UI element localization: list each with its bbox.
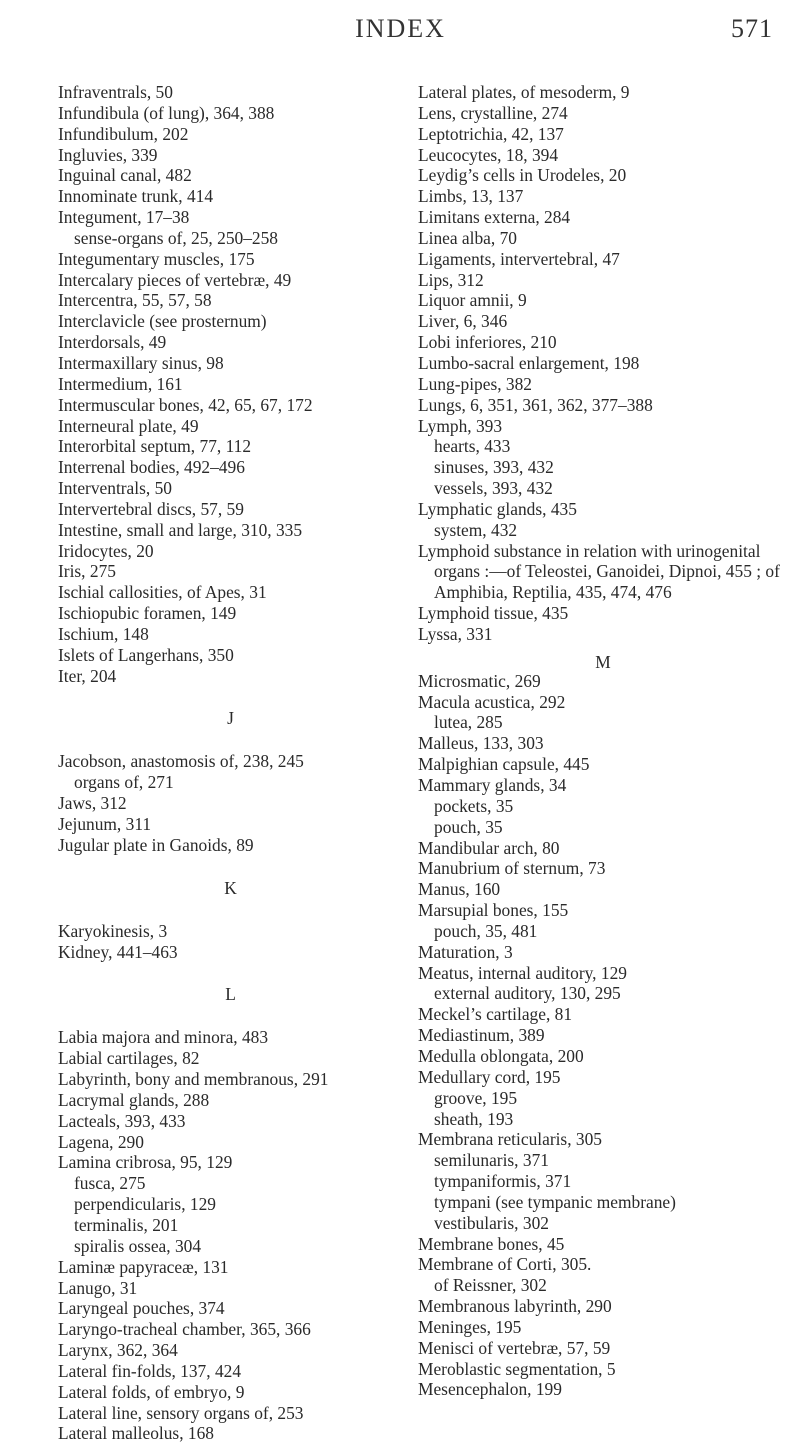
index-entry: Lymphatic glands, 435 bbox=[418, 498, 577, 519]
index-entry: Lateral line, sensory organs of, 253 bbox=[58, 1402, 304, 1423]
index-entry: Intermaxillary sinus, 98 bbox=[58, 352, 224, 373]
index-entry: Mandibular arch, 80 bbox=[418, 837, 560, 858]
index-subentry: system, 432 bbox=[434, 519, 518, 540]
index-subentry: lutea, 285 bbox=[434, 712, 503, 733]
index-entry: Intermedium, 161 bbox=[58, 373, 183, 394]
index-entry: Infraventrals, 50 bbox=[58, 82, 173, 102]
index-entry: Ischiopubic foramen, 149 bbox=[58, 603, 237, 624]
index-subentry: vessels, 393, 432 bbox=[434, 478, 553, 499]
index-entry: Interorbital septum, 77, 112 bbox=[58, 436, 252, 457]
index-entry: Ingluvies, 339 bbox=[58, 144, 158, 165]
index-entry: Membrane bones, 45 bbox=[418, 1233, 565, 1254]
index-entry: Membranous labyrinth, 290 bbox=[418, 1296, 612, 1317]
index-subentry: hearts, 433 bbox=[434, 436, 511, 457]
index-subentry: fusca, 275 bbox=[74, 1173, 146, 1194]
index-entry: Interneural plate, 49 bbox=[58, 415, 199, 436]
index-entry: Laryngeal pouches, 374 bbox=[58, 1298, 225, 1319]
page-title: INDEX bbox=[355, 14, 446, 43]
index-entry: Leydig’s cells in Urodeles, 20 bbox=[418, 165, 627, 186]
index-entry: Liquor amnii, 9 bbox=[418, 290, 527, 311]
index-entry: Lacteals, 393, 433 bbox=[58, 1110, 186, 1131]
page-header bbox=[0, 6, 801, 46]
index-entry: Macula acustica, 292 bbox=[418, 691, 566, 712]
section-letter: J bbox=[227, 708, 234, 729]
section-letter: M bbox=[595, 651, 611, 672]
index-subentry: of Reissner, 302 bbox=[434, 1275, 547, 1296]
section-letter: K bbox=[224, 877, 237, 898]
index-subentry: semilunaris, 371 bbox=[434, 1150, 549, 1171]
index-entry: Karyokinesis, 3 bbox=[58, 920, 168, 941]
index-entry: Lacrymal glands, 288 bbox=[58, 1089, 210, 1110]
page-number: 571 bbox=[731, 14, 773, 43]
section-letter: L bbox=[225, 984, 236, 1005]
index-entry: Medullary cord, 195 bbox=[418, 1066, 561, 1087]
index-entry: Integumentary muscles, 175 bbox=[58, 248, 255, 269]
index-entry: Mammary glands, 34 bbox=[418, 775, 567, 795]
index-entry: Larynx, 362, 364 bbox=[58, 1340, 178, 1361]
index-entry: Lungs, 6, 351, 361, 362, 377–388 bbox=[418, 394, 653, 415]
index-entry: Microsmatic, 269 bbox=[418, 670, 541, 691]
index-entry: Infundibulum, 202 bbox=[58, 123, 189, 144]
index-subentry: tympaniformis, 371 bbox=[434, 1171, 572, 1192]
index-entry: Lens, crystalline, 274 bbox=[418, 102, 568, 123]
index-subentry: tympani (see tympanic membrane) bbox=[434, 1191, 676, 1212]
index-entry: Lagena, 290 bbox=[58, 1131, 144, 1152]
index-entry: Labial cartilages, 82 bbox=[58, 1048, 200, 1069]
index-entry: Medulla oblongata, 200 bbox=[418, 1045, 584, 1066]
index-subentry: organs of, 271 bbox=[74, 772, 174, 793]
index-entry: Ischial callosities, of Apes, 31 bbox=[58, 582, 267, 603]
index-entry: Interventrals, 50 bbox=[58, 478, 172, 499]
index-entry: Iris, 275 bbox=[58, 561, 116, 582]
index-entry: Jaws, 312 bbox=[58, 793, 127, 814]
index-subentry: spiralis ossea, 304 bbox=[74, 1235, 202, 1256]
index-entry: Lyssa, 331 bbox=[418, 623, 493, 644]
index-entry: Labyrinth, bony and membranous, 291 bbox=[58, 1069, 329, 1090]
index-entry: Jejunum, 311 bbox=[58, 814, 152, 834]
index-entry: Meninges, 195 bbox=[418, 1316, 522, 1337]
index-entry: Kidney, 441–463 bbox=[58, 941, 178, 962]
index-entry: Malpighian capsule, 445 bbox=[418, 754, 590, 775]
index-subentry: terminalis, 201 bbox=[74, 1214, 179, 1235]
index-entry: Lips, 312 bbox=[418, 269, 484, 290]
index-entry: Meroblastic segmentation, 5 bbox=[418, 1358, 616, 1379]
index-entry: Lumbo-sacral enlargement, 198 bbox=[418, 352, 640, 373]
index-entry: Interrenal bodies, 492–496 bbox=[58, 457, 245, 478]
index-entry: Lung-pipes, 382 bbox=[418, 373, 532, 394]
index-subentry: pouch, 35, 481 bbox=[434, 920, 538, 941]
index-subentry: perpendicularis, 129 bbox=[74, 1194, 216, 1215]
index-entry: Intestine, small and large, 310, 335 bbox=[58, 519, 303, 540]
index-entry: Mesencephalon, 199 bbox=[418, 1379, 562, 1400]
index-entry: Inguinal canal, 482 bbox=[58, 165, 192, 186]
index-entry: Intermuscular bones, 42, 65, 67, 172 bbox=[58, 394, 313, 415]
index-entry: Maturation, 3 bbox=[418, 941, 513, 962]
index-subentry: external auditory, 130, 295 bbox=[434, 983, 621, 1004]
index-subentry: pouch, 35 bbox=[434, 816, 503, 837]
index-subentry: vestibularis, 302 bbox=[434, 1212, 549, 1233]
index-entry: Leptotrichia, 42, 137 bbox=[418, 123, 564, 144]
index-entry: Lymph, 393 bbox=[418, 415, 503, 436]
index-entry: Interdorsals, 49 bbox=[58, 332, 167, 353]
index-entry: Iridocytes, 20 bbox=[58, 540, 154, 561]
index-entry: Membrane of Corti, 305. bbox=[418, 1254, 592, 1275]
index-entry: Linea alba, 70 bbox=[418, 227, 517, 248]
index-entry: Innominate trunk, 414 bbox=[58, 186, 214, 207]
index-entry: Jugular plate in Ganoids, 89 bbox=[58, 834, 254, 855]
index-entry: Ligaments, intervertebral, 47 bbox=[418, 248, 620, 269]
index-entry: Lymphoid tissue, 435 bbox=[418, 603, 569, 624]
index-entry: Ischium, 148 bbox=[58, 623, 149, 644]
index-entry: Manus, 160 bbox=[418, 879, 501, 900]
index-entry: Marsupial bones, 155 bbox=[418, 900, 569, 921]
index-subentry: pockets, 35 bbox=[434, 795, 514, 816]
index-entry: Liver, 6, 346 bbox=[418, 311, 508, 332]
index-subentry: sheath, 193 bbox=[434, 1108, 514, 1129]
index-entry: Intercentra, 55, 57, 58 bbox=[58, 290, 212, 311]
index-entry: Lamina cribrosa, 95, 129 bbox=[58, 1152, 233, 1173]
index-entry: Limbs, 13, 137 bbox=[418, 186, 524, 207]
index-entry: Iter, 204 bbox=[58, 665, 117, 686]
index-entry: Membrana reticularis, 305 bbox=[418, 1129, 602, 1150]
index-column-left bbox=[58, 82, 403, 1444]
index-entry: Leucocytes, 18, 394 bbox=[418, 144, 559, 165]
index-entry: Lateral folds, of embryo, 9 bbox=[58, 1381, 245, 1402]
index-entry: Integument, 17–38 bbox=[58, 207, 190, 228]
index-entry: Lobi inferiores, 210 bbox=[418, 332, 557, 353]
index-entry: Labia majora and minora, 483 bbox=[58, 1027, 269, 1048]
index-entry: Lymphoid substance in relation with urinogenital organs :—of Teleostei, Ganoidei, Dipnoi, 455 ; of Amphibia, Reptilia, 435, 474, 476 bbox=[418, 540, 780, 603]
index-entry: Mediastinum, 389 bbox=[418, 1025, 545, 1046]
index-entry: Lateral plates, of mesoderm, 9 bbox=[418, 82, 630, 102]
index-entry: Laminæ papyraceæ, 131 bbox=[58, 1256, 229, 1277]
index-subentry: groove, 195 bbox=[434, 1087, 518, 1108]
index-entry: Meckel’s cartilage, 81 bbox=[418, 1004, 573, 1025]
index-entry: Islets of Langerhans, 350 bbox=[58, 644, 234, 665]
index-entry: Lateral fin-folds, 137, 424 bbox=[58, 1360, 242, 1381]
index-entry: Manubrium of sternum, 73 bbox=[418, 858, 606, 879]
index-subentry: sense-organs of, 25, 250–258 bbox=[74, 227, 278, 248]
index-entry: Jacobson, anastomosis of, 238, 245 bbox=[58, 751, 304, 772]
index-subentry: sinuses, 393, 432 bbox=[434, 457, 554, 478]
index-entry: Lanugo, 31 bbox=[58, 1277, 138, 1298]
index-entry: Limitans externa, 284 bbox=[418, 207, 571, 228]
index-entry: Lateral malleolus, 168 bbox=[58, 1423, 214, 1444]
index-entry: Infundibula (of lung), 364, 388 bbox=[58, 102, 275, 123]
index-entry: Interclavicle (see prosternum) bbox=[58, 311, 267, 332]
index-column-right bbox=[418, 82, 788, 1400]
index-entry: Menisci of vertebræ, 57, 59 bbox=[418, 1337, 611, 1358]
index-entry: Meatus, internal auditory, 129 bbox=[418, 962, 627, 983]
index-entry: Intercalary pieces of vertebræ, 49 bbox=[58, 269, 292, 290]
index-entry: Malleus, 133, 303 bbox=[418, 733, 544, 754]
index-entry: Laryngo-tracheal chamber, 365, 366 bbox=[58, 1319, 311, 1340]
index-entry: Intervertebral discs, 57, 59 bbox=[58, 498, 244, 519]
